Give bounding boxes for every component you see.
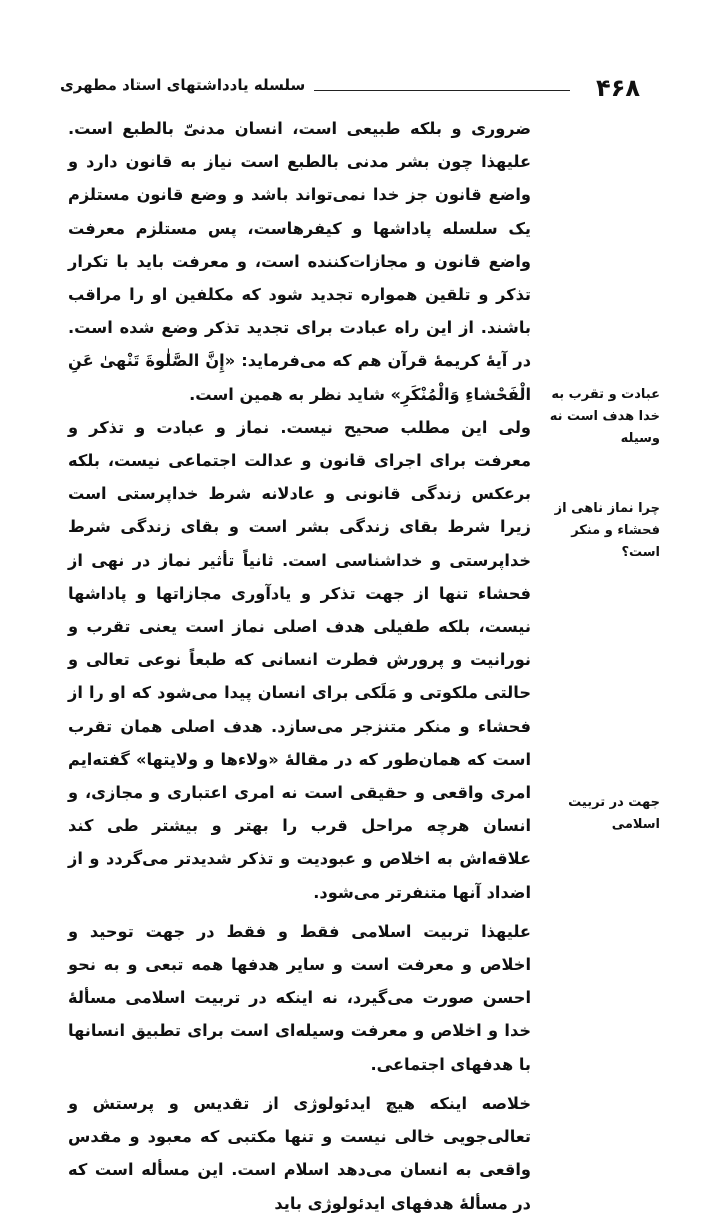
header-rule [314,90,570,91]
margin-note: جهت در تربیت اسلامی [568,795,660,832]
paragraph: ولی این مطلب صحیح نیست. نماز و عبادت و تذکر و معرفت برای اجرای قانون و عدالت اجتماعی نیست، بلکه برعکس زندگی قانونی و عادلانه شرط خداپرستی است زیرا شرط بقای زندگی بشر است و بقای زندگی شرط خداپرستی و خداشناسی است. ثانیاً تأثیر نماز در نهی از فحشاء تنها از جهت تذکر و یادآوری مجازاتها و پاداشها نیست، بلکه طفیلی هدف اصلی نماز است یعنی تقرب و نورانیت و پرورش فطرت انسانی که طبعاً نوعی تعالی و حالتی ملکوتی و مَلَکی برای انسان پیدا می‌شود که او را از فحشاء و منکر متنزجر می‌سازد. هدف اصلی همان تقرب است که همان‌طور که در مقالهٔ «ولاءها و ولایتها» گفته‌ایم امری واقعی و حقیقی است نه امری اعتباری و مجازی، و انسان هرچه مراحل قرب را بهتر و بیشتر طی کند علاقه‌اش به اخلاص و عبودیت و تذکر شدیدتر می‌گردد و از اضداد آنها متنفرتر می‌شود. [68,417,531,902]
paragraph: خلاصه اینکه هیچ ایدئولوژی از تقدیس و پرستش و تعالی‌جویی خالی نیست و تنها مکتبی که معبود و مقدس واقعی به انسان می‌دهد اسلام است. این مسأله است که در مسألهٔ هدفهای ایدئولوژی باید [68,1093,531,1213]
paragraph: ضروری و بلکه طبیعی است، انسان مدنیّ بالطبع است. علیهذا چون بشر مدنی بالطبع است نیاز به قانون دارد و واضع قانون جز خدا نمی‌تواند باشد و وضع قانون مستلزم یک سلسله پاداشها و کیفرهاست، پس مستلزم معرفت واضع قانون و مجازات‌کننده است، و معرفت باید با تکرار تذکر و تلقین همواره تجدید شود که مکلفین او را مراقب باشند. از این راه عبادت برای تجدید تذکر وضع شده است. در آیهٔ کریمهٔ قرآن هم که می‌فرماید: «إِنَّ الصَّلٰوةَ تَنْهىٰ عَنِ الْفَحْشاءِ وَالْمُنْكَرِ» شاید نظر به همین است. [68,119,531,404]
page-number: ۴۶۸ [596,74,640,102]
paragraph: علیهذا تربیت اسلامی فقط و فقط در جهت توحید و اخلاص و معرفت است و سایر هدفها همه تبعی و به نحو احسن صورت می‌گیرد، نه اینکه در تربیت اسلامی مسألهٔ خدا و اخلاص و معرفت وسیله‌ای است برای تطبیق انسانها با هدفهای اجتماعی. [68,921,531,1074]
page-header [60,64,640,104]
running-title: سلسله یادداشتهای استاد مطهری [60,76,306,94]
margin-note: عبادت و تقرب به خدا هدف است نه وسیله [549,387,660,446]
margin-note: چرا نماز ناهی از فحشاء و منکر است؟ [554,501,660,560]
main-text [68,112,531,1220]
